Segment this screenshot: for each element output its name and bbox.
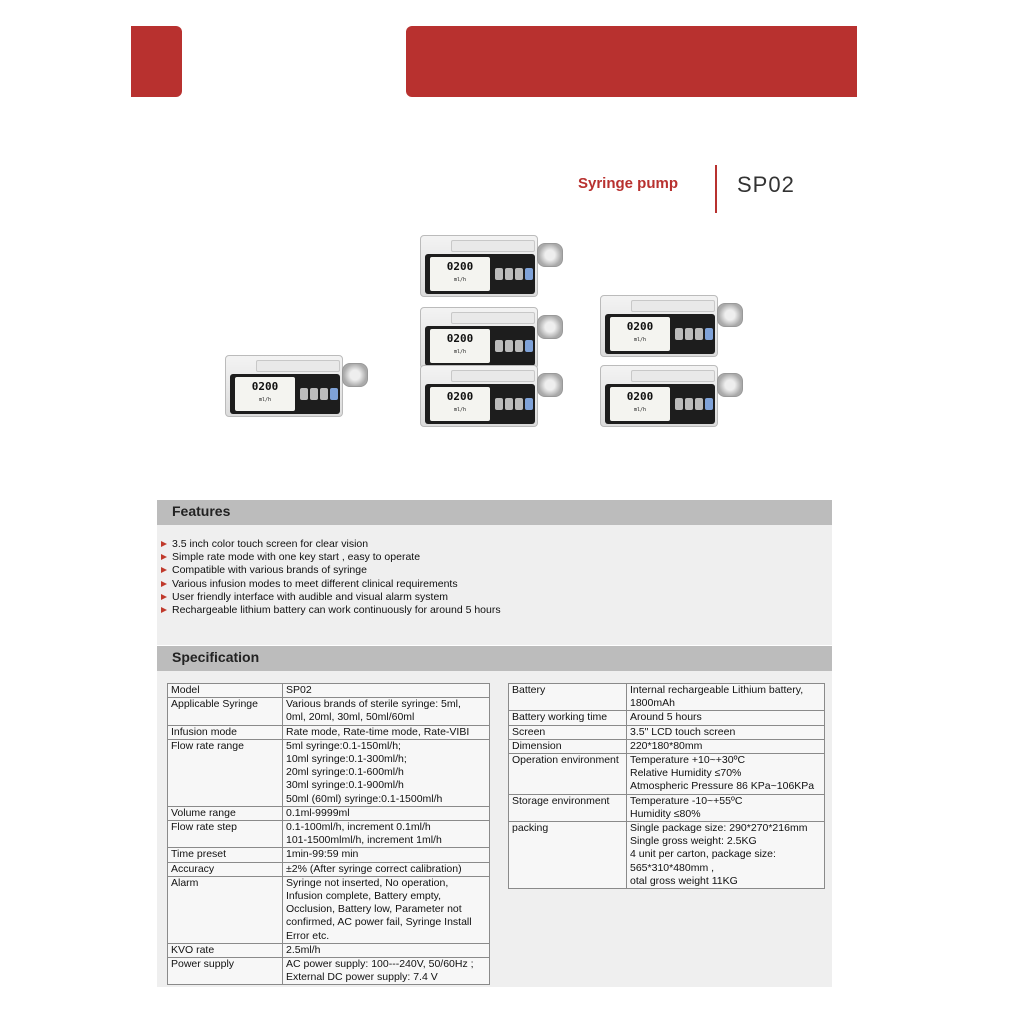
- product-model: SP02: [737, 172, 795, 197]
- pump-lcd: [610, 387, 670, 421]
- syringe-clamp: [342, 363, 368, 387]
- spec-value: 220*180*80mm: [627, 739, 825, 753]
- pump-key: [685, 328, 693, 340]
- bullet-arrow-icon: [161, 581, 167, 587]
- pump-cover: [451, 240, 535, 252]
- pump-lcd-value: 0200: [446, 390, 474, 403]
- product-title: [560, 165, 820, 215]
- feature-text: 3.5 inch color touch screen for clear vision: [172, 538, 369, 550]
- features-title: Features: [172, 503, 231, 519]
- pump-key: [505, 268, 513, 280]
- pump-lcd-unit: ml/h: [633, 407, 647, 413]
- pump-start-key: [525, 340, 533, 352]
- spec-value: 0.1ml-9999ml: [283, 806, 490, 820]
- spec-label: Applicable Syringe: [168, 698, 283, 725]
- spec-value: 5ml syringe:0.1-150ml/h; 10ml syringe:0.1-300ml/h; 20ml syringe:0.1-600ml/h 30ml syringe:0.1-900ml/h 50ml (60ml) syringe:0.1-1500ml/h: [283, 739, 490, 806]
- pump-cover: [631, 370, 715, 382]
- spec-value: Syringe not inserted, No operation, Infusion complete, Battery empty, Occlusion, Battery low, Parameter not confirmed, AC power fail, Syringe Install Error etc.: [283, 876, 490, 943]
- spec-row: [509, 754, 825, 795]
- pump-key: [320, 388, 328, 400]
- pump-lcd: [430, 329, 490, 363]
- pump-key: [505, 398, 513, 410]
- feature-item: [158, 578, 818, 591]
- pump-lcd-unit: ml/h: [258, 397, 272, 403]
- pump-key: [675, 328, 683, 340]
- spec-label: Screen: [509, 725, 627, 739]
- specification-header: [157, 646, 832, 671]
- pump-key: [515, 268, 523, 280]
- syringe-pump-unit: [420, 307, 565, 369]
- spec-value: Internal rechargeable Lithium battery, 1800mAh: [627, 684, 825, 711]
- pump-lcd: [430, 387, 490, 421]
- spec-row: [168, 943, 490, 957]
- spec-label: KVO rate: [168, 943, 283, 957]
- spec-row: [168, 698, 490, 725]
- spec-label: Operation environment: [509, 754, 627, 795]
- feature-item: [158, 551, 818, 564]
- spec-row: [168, 821, 490, 848]
- spec-row: [509, 794, 825, 821]
- pump-control-panel: [425, 326, 535, 366]
- spec-row: [168, 725, 490, 739]
- pump-control-panel: [425, 384, 535, 424]
- pump-lcd-value: 0200: [446, 260, 474, 273]
- spec-value: Various brands of sterile syringe: 5ml, 0ml, 20ml, 30ml, 50ml/60ml: [283, 698, 490, 725]
- spec-value: Single package size: 290*270*216mm Single gross weight: 2.5KG 4 unit per carton, package size: 565*310*480mm , otal gross weight 11KG: [627, 822, 825, 889]
- pump-housing: [600, 295, 718, 357]
- pump-lcd-value: 0200: [626, 390, 654, 403]
- pump-key: [505, 340, 513, 352]
- feature-text: Various infusion modes to meet different clinical requirements: [172, 577, 458, 590]
- spec-value: Temperature +10~+30ºC Relative Humidity ≤70% Atmospheric Pressure 86 KPa~106KPa: [627, 754, 825, 795]
- spec-row: [509, 739, 825, 753]
- spec-value: Rate mode, Rate-time mode, Rate-VIBI: [283, 725, 490, 739]
- syringe-pump-unit: [420, 365, 565, 427]
- pump-key: [685, 398, 693, 410]
- pump-housing: [420, 365, 538, 427]
- pump-key: [310, 388, 318, 400]
- spec-row: [168, 739, 490, 806]
- bullet-arrow-icon: [161, 554, 167, 560]
- spec-value: 1min-99:59 min: [283, 848, 490, 862]
- pump-housing: [420, 307, 538, 369]
- pump-control-panel: [230, 374, 340, 414]
- spec-row: [168, 806, 490, 820]
- spec-value: 2.5ml/h: [283, 943, 490, 957]
- title-divider: [715, 165, 717, 213]
- spec-label: Volume range: [168, 806, 283, 820]
- feature-text: Rechargeable lithium battery can work continuously for around 5 hours: [172, 604, 501, 617]
- spec-value: ±2% (After syringe correct calibration): [283, 862, 490, 876]
- pump-key: [515, 340, 523, 352]
- bullet-arrow-icon: [161, 541, 167, 547]
- spec-label: Storage environment: [509, 794, 627, 821]
- spec-row: [168, 876, 490, 943]
- pump-start-key: [705, 398, 713, 410]
- pump-key: [495, 340, 503, 352]
- pump-lcd-value: 0200: [626, 320, 654, 333]
- spec-row: [168, 848, 490, 862]
- pump-key: [695, 398, 703, 410]
- bullet-arrow-icon: [161, 607, 167, 613]
- pump-housing: [225, 355, 343, 417]
- feature-item: [158, 538, 818, 551]
- pump-key: [675, 398, 683, 410]
- pump-cover: [256, 360, 340, 372]
- syringe-pump-unit: [420, 235, 565, 297]
- pump-lcd-value: 0200: [446, 332, 474, 345]
- pump-lcd: [235, 377, 295, 411]
- bullet-arrow-icon: [161, 567, 167, 573]
- feature-item: [158, 564, 818, 577]
- spec-row: [509, 684, 825, 711]
- syringe-pump-unit: [225, 355, 370, 417]
- feature-item: [158, 591, 818, 604]
- syringe-clamp: [537, 315, 563, 339]
- pump-cover: [631, 300, 715, 312]
- pump-lcd-unit: ml/h: [633, 337, 647, 343]
- spec-label: Battery working time: [509, 711, 627, 725]
- feature-text: Compatible with various brands of syringe: [172, 564, 367, 577]
- pump-housing: [420, 235, 538, 297]
- specification-title: Specification: [172, 649, 260, 665]
- spec-value: AC power supply: 100---240V, 50/60Hz ; External DC power supply: 7.4 V: [283, 958, 490, 985]
- pump-lcd: [430, 257, 490, 291]
- pump-start-key: [525, 268, 533, 280]
- pump-key: [300, 388, 308, 400]
- product-name: Syringe pump: [578, 175, 679, 192]
- syringe-clamp: [717, 303, 743, 327]
- spec-table-left: [167, 683, 490, 985]
- pump-lcd-value: 0200: [251, 380, 279, 393]
- spec-label: Dimension: [509, 739, 627, 753]
- spec-value: 0.1-100ml/h, increment 0.1ml/h 101-1500mlml/h, increment 1ml/h: [283, 821, 490, 848]
- spec-row: [509, 725, 825, 739]
- pump-control-panel: [605, 384, 715, 424]
- pump-housing: [600, 365, 718, 427]
- pump-cover: [451, 312, 535, 324]
- pump-key: [495, 268, 503, 280]
- pump-cover: [451, 370, 535, 382]
- spec-row: [168, 958, 490, 985]
- spec-value: Around 5 hours: [627, 711, 825, 725]
- features-list: [158, 538, 818, 617]
- spec-value: Temperature -10~+55ºC Humidity ≤80%: [627, 794, 825, 821]
- syringe-clamp: [537, 373, 563, 397]
- spec-label: Power supply: [168, 958, 283, 985]
- spec-label: Flow rate step: [168, 821, 283, 848]
- feature-text: User friendly interface with audible and visual alarm system: [172, 590, 449, 603]
- spec-value: SP02: [283, 684, 490, 698]
- syringe-clamp: [537, 243, 563, 267]
- spec-table-right: [508, 683, 825, 889]
- pump-start-key: [525, 398, 533, 410]
- pump-control-panel: [605, 314, 715, 354]
- feature-text: Simple rate mode with one key start , easy to operate: [172, 551, 421, 564]
- spec-label: Infusion mode: [168, 725, 283, 739]
- pump-start-key: [330, 388, 338, 400]
- spec-value: 3.5" LCD touch screen: [627, 725, 825, 739]
- pump-lcd-unit: ml/h: [453, 349, 467, 355]
- spec-label: Accuracy: [168, 862, 283, 876]
- spec-label: packing: [509, 822, 627, 889]
- pump-key: [515, 398, 523, 410]
- syringe-clamp: [717, 373, 743, 397]
- spec-label: Model: [168, 684, 283, 698]
- header-accent-left: [131, 26, 182, 97]
- syringe-pump-unit: [600, 365, 745, 427]
- bullet-arrow-icon: [161, 594, 167, 600]
- syringe-pump-unit: [600, 295, 745, 357]
- spec-row: [509, 822, 825, 889]
- product-photo: [220, 230, 780, 440]
- spec-row: [168, 862, 490, 876]
- pump-key: [495, 398, 503, 410]
- spec-label: Flow rate range: [168, 739, 283, 806]
- spec-label: Alarm: [168, 876, 283, 943]
- spec-row: [509, 711, 825, 725]
- features-header: [157, 500, 832, 525]
- spec-row: [168, 684, 490, 698]
- pump-lcd-unit: ml/h: [453, 277, 467, 283]
- pump-key: [695, 328, 703, 340]
- pump-lcd: [610, 317, 670, 351]
- feature-item: [158, 604, 818, 617]
- spec-label: Battery: [509, 684, 627, 711]
- pump-lcd-unit: ml/h: [453, 407, 467, 413]
- pump-control-panel: [425, 254, 535, 294]
- pump-start-key: [705, 328, 713, 340]
- spec-label: Time preset: [168, 848, 283, 862]
- header-accent-right: [406, 26, 857, 97]
